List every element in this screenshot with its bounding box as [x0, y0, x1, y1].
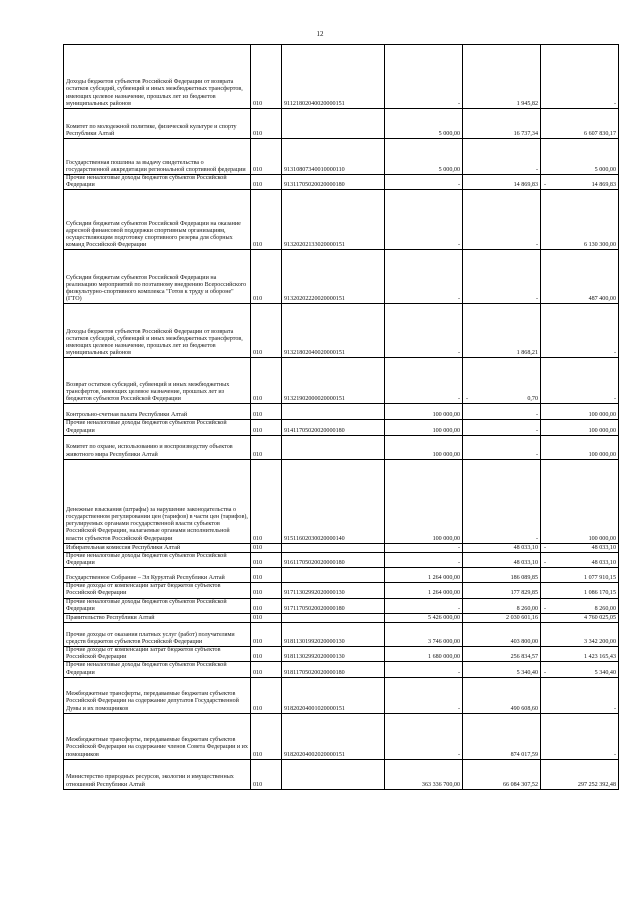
row-approved-value: - [385, 662, 463, 677]
row-line-code: 010 [251, 420, 282, 435]
lead-dash: - [466, 396, 469, 403]
row-name: Правительство Республики Алтай [64, 614, 251, 623]
table-row [64, 304, 619, 358]
table-row [64, 250, 619, 304]
row-remaining-value: 3 342 200,00 [541, 623, 619, 647]
lead-dash: - [544, 182, 547, 189]
row-line-code: 010 [251, 250, 282, 304]
row-name: Денежные взыскания (штрафы) за нарушение законодательства о государственном регулировании цен (тарифов) в части цен (тарифов), регулируемых органами государственной власти субъектов Российской Федерации, налагаемые органами исполнительной власти субъектов Российской Федерации [64, 459, 251, 543]
row-line-code: 010 [251, 552, 282, 567]
table-row [64, 404, 619, 420]
row-budget-code: 91311705020020000180 [282, 175, 385, 190]
row-remaining-value: 487 400,00 [541, 250, 619, 304]
row-line-code: 010 [251, 435, 282, 459]
row-line-code: 010 [251, 614, 282, 623]
row-name: Комитет по охране, использованию и воспроизводству объектов животного мира Республики Алтай [64, 435, 251, 459]
row-name: Прочие неналоговые доходы бюджетов субъектов Российской Федерации [64, 175, 251, 190]
row-name: Межбюджетные трансферты, передаваемые бюджетам субъектов Российской Федерации на содержание депутатов Государственной Думы и их помощников [64, 677, 251, 713]
row-name: Комитет по молодежной политике, физической культуре и спорту Республики Алтай [64, 109, 251, 139]
row-executed-value: 1 868,21 [463, 304, 541, 358]
row-approved-value: 5 000,00 [385, 139, 463, 175]
row-name: Доходы бюджетов субъектов Российской Федерации от возврата остатков субсидий, субвенций и иных межбюджетных трансфертов, имеющих целевое назначение, прошлых лет из бюджетов муниципальных районов [64, 45, 251, 109]
row-name: Прочие неналоговые доходы бюджетов субъектов Российской Федерации [64, 552, 251, 567]
row-budget-code [282, 435, 385, 459]
row-name: Прочие неналоговые доходы бюджетов субъектов Российской Федерации [64, 420, 251, 435]
table-row [64, 568, 619, 583]
row-approved-value: 100 000,00 [385, 459, 463, 543]
row-line-code: 010 [251, 459, 282, 543]
row-executed-value: 48 033,10 [463, 552, 541, 567]
row-name: Прочие доходы от компенсации затрат бюджетов субъектов Российской Федерации [64, 583, 251, 598]
table-row [64, 552, 619, 567]
row-approved-value: 1 680 000,00 [385, 647, 463, 662]
row-budget-code: 91711705020020000180 [282, 598, 385, 613]
row-approved-value: - [385, 45, 463, 109]
row-remaining-value: 48 033,10 - [541, 543, 619, 552]
row-approved-value: 1 264 000,00 [385, 583, 463, 598]
row-budget-code [282, 543, 385, 552]
row-name: Доходы бюджетов субъектов Российской Федерации от возврата остатков субсидий, субвенций и иных межбюджетных трансфертов, имеющих целевое назначение, прошлых лет из бюджетов муниципальных районов [64, 304, 251, 358]
row-remaining-value: - [541, 304, 619, 358]
lead-dash: - [544, 544, 547, 551]
row-approved-value: 5 000,00 [385, 109, 463, 139]
row-line-code: 010 [251, 598, 282, 613]
row-remaining-value: 48 033,10 - [541, 552, 619, 567]
row-line-code: 010 [251, 190, 282, 250]
row-line-code: 010 [251, 713, 282, 759]
row-executed-value: 8 260,00 [463, 598, 541, 613]
row-remaining-value: - [541, 358, 619, 404]
row-remaining-value: 6 607 830,17 [541, 109, 619, 139]
row-executed-value: 403 800,00 [463, 623, 541, 647]
row-executed-value: 490 608,60 [463, 677, 541, 713]
row-approved-value: 100 000,00 [385, 435, 463, 459]
row-name: Министерство природных ресурсов, экологии и имущественных отношений Республики Алтай [64, 759, 251, 789]
row-budget-code: 91320202220020000151 [282, 250, 385, 304]
table-row [64, 139, 619, 175]
row-line-code: 010 [251, 662, 282, 677]
row-executed-value: - [463, 190, 541, 250]
row-budget-code: 91121802040020000151 [282, 45, 385, 109]
table-row [64, 614, 619, 623]
row-line-code: 010 [251, 304, 282, 358]
row-remaining-value: 100 000,00 [541, 435, 619, 459]
row-name: Субсидии бюджетам субъектов Российской Федерации на реализацию мероприятий по поэтапному внедрению Всероссийского физкультурно-спортивного комплекса "Готов к труду и обороне" (ГТО) [64, 250, 251, 304]
row-budget-code [282, 404, 385, 420]
row-executed-value: - [463, 420, 541, 435]
row-approved-value: - [385, 713, 463, 759]
row-approved-value: - [385, 175, 463, 190]
row-line-code: 010 [251, 45, 282, 109]
row-remaining-value: 14 869,83 - [541, 175, 619, 190]
row-executed-value: 5 340,40 [463, 662, 541, 677]
table-row [64, 459, 619, 543]
row-line-code: 010 [251, 358, 282, 404]
row-budget-code: 91820204002020000151 [282, 713, 385, 759]
row-approved-value: - [385, 358, 463, 404]
row-approved-value: - [385, 677, 463, 713]
row-line-code: 010 [251, 139, 282, 175]
row-name: Межбюджетные трансферты, передаваемые бюджетам субъектов Российской Федерации на содержание членов Совета Федерации и их помощников [64, 713, 251, 759]
row-budget-code: 91310807340010000110 [282, 139, 385, 175]
table-row [64, 175, 619, 190]
row-line-code: 010 [251, 647, 282, 662]
table-row [64, 647, 619, 662]
row-approved-value: - [385, 543, 463, 552]
row-remaining-value: 1 077 910,15 [541, 568, 619, 583]
row-line-code: 010 [251, 583, 282, 598]
lead-dash: - [544, 605, 547, 612]
table-row [64, 677, 619, 713]
row-remaining-value: 4 760 025,05 [541, 614, 619, 623]
row-executed-value: - [463, 459, 541, 543]
row-remaining-value: - [541, 677, 619, 713]
row-line-code: 010 [251, 677, 282, 713]
row-executed-value: - [463, 139, 541, 175]
budget-table [63, 44, 619, 790]
row-line-code: 010 [251, 623, 282, 647]
row-executed-value: - [463, 250, 541, 304]
row-name: Государственное Собрание – Эл Курултай Республики Алтай [64, 568, 251, 583]
row-budget-code: 91321802040020000151 [282, 304, 385, 358]
table-row [64, 759, 619, 789]
row-name: Прочие доходы от компенсации затрат бюджетов субъектов Российской Федерации [64, 647, 251, 662]
page-number: 12 [316, 30, 324, 38]
row-budget-code: 91811302992020000130 [282, 647, 385, 662]
row-executed-value: - [463, 404, 541, 420]
row-budget-code: 91711302992020000130 [282, 583, 385, 598]
row-line-code: 010 [251, 543, 282, 552]
row-budget-code: 91811705020020000180 [282, 662, 385, 677]
table-row [64, 358, 619, 404]
row-line-code: 010 [251, 109, 282, 139]
row-budget-code [282, 614, 385, 623]
row-name: Контрольно-счетная палата Республики Алтай [64, 404, 251, 420]
row-budget-code: 91611705020020000180 [282, 552, 385, 567]
row-remaining-value: 6 130 300,00 [541, 190, 619, 250]
row-approved-value: - [385, 250, 463, 304]
row-executed-value: 0,70 - [463, 358, 541, 404]
row-remaining-value: 297 252 392,48 [541, 759, 619, 789]
row-approved-value: 100 000,00 [385, 404, 463, 420]
row-budget-code: 91411705020020000180 [282, 420, 385, 435]
row-remaining-value: 100 000,00 [541, 420, 619, 435]
row-name: Прочие доходы от оказания платных услуг (работ) получателями средств бюджетов субъектов Российской Федерации [64, 623, 251, 647]
row-executed-value: 14 869,83 [463, 175, 541, 190]
row-line-code: 010 [251, 568, 282, 583]
row-approved-value: - [385, 304, 463, 358]
table-row [64, 598, 619, 613]
row-budget-code: 91320202133020000151 [282, 190, 385, 250]
row-budget-code: 91321902000020000151 [282, 358, 385, 404]
table-row [64, 435, 619, 459]
row-name: Избирательная комиссия Республики Алтай [64, 543, 251, 552]
row-remaining-value: 100 000,00 [541, 404, 619, 420]
table-row [64, 420, 619, 435]
row-executed-value: 874 017,59 [463, 713, 541, 759]
row-executed-value: 1 945,82 [463, 45, 541, 109]
row-budget-code: 91820204001020000151 [282, 677, 385, 713]
row-approved-value: 5 426 000,00 [385, 614, 463, 623]
row-approved-value: 3 746 000,00 [385, 623, 463, 647]
row-executed-value: 16 737,34 [463, 109, 541, 139]
row-remaining-value: 5 340,40 - [541, 662, 619, 677]
row-budget-code: 91811301992020000130 [282, 623, 385, 647]
table-row [64, 662, 619, 677]
row-approved-value: - [385, 598, 463, 613]
lead-dash: - [544, 669, 547, 676]
row-line-code: 010 [251, 759, 282, 789]
row-name: Прочие неналоговые доходы бюджетов субъектов Российской Федерации [64, 662, 251, 677]
row-budget-code [282, 759, 385, 789]
row-executed-value: 2 030 601,16 [463, 614, 541, 623]
row-name: Прочие неналоговые доходы бюджетов субъектов Российской Федерации [64, 598, 251, 613]
row-budget-code [282, 109, 385, 139]
row-remaining-value: 1 086 170,15 [541, 583, 619, 598]
row-budget-code: 91511602030020000140 [282, 459, 385, 543]
row-executed-value: 256 834,57 [463, 647, 541, 662]
row-executed-value: - [463, 435, 541, 459]
row-approved-value: 1 264 000,00 [385, 568, 463, 583]
row-name: Государственная пошлина за выдачу свидетельства о государственной аккредитации региональной спортивной федерации [64, 139, 251, 175]
row-executed-value: 186 089,85 [463, 568, 541, 583]
table-row [64, 623, 619, 647]
row-approved-value: - [385, 190, 463, 250]
row-remaining-value: - [541, 713, 619, 759]
table-row [64, 543, 619, 552]
row-line-code: 010 [251, 175, 282, 190]
row-executed-value: 66 084 307,52 [463, 759, 541, 789]
table-row [64, 109, 619, 139]
row-executed-value: 48 033,10 [463, 543, 541, 552]
row-remaining-value: 8 260,00 - [541, 598, 619, 613]
lead-dash: - [544, 560, 547, 567]
row-line-code: 010 [251, 404, 282, 420]
table-row [64, 713, 619, 759]
row-remaining-value: - [541, 45, 619, 109]
row-remaining-value: 5 000,00 [541, 139, 619, 175]
table-row [64, 583, 619, 598]
row-name: Возврат остатков субсидий, субвенций и иных межбюджетных трансфертов, имеющих целевое назначение, прошлых лет из бюджетов субъектов Российской Федерации [64, 358, 251, 404]
row-executed-value: 177 829,85 [463, 583, 541, 598]
row-approved-value: 363 336 700,00 [385, 759, 463, 789]
table-row [64, 45, 619, 109]
row-remaining-value: 1 423 165,43 [541, 647, 619, 662]
row-remaining-value: 100 000,00 [541, 459, 619, 543]
row-name: Субсидии бюджетам субъектов Российской Федерации на оказание адресной финансовой поддержки спортивным организациям, осуществляющим подготовку спортивного резерва для сборных команд Российской Федерации [64, 190, 251, 250]
row-approved-value: 100 000,00 [385, 420, 463, 435]
table-row [64, 190, 619, 250]
row-budget-code [282, 568, 385, 583]
row-approved-value: - [385, 552, 463, 567]
